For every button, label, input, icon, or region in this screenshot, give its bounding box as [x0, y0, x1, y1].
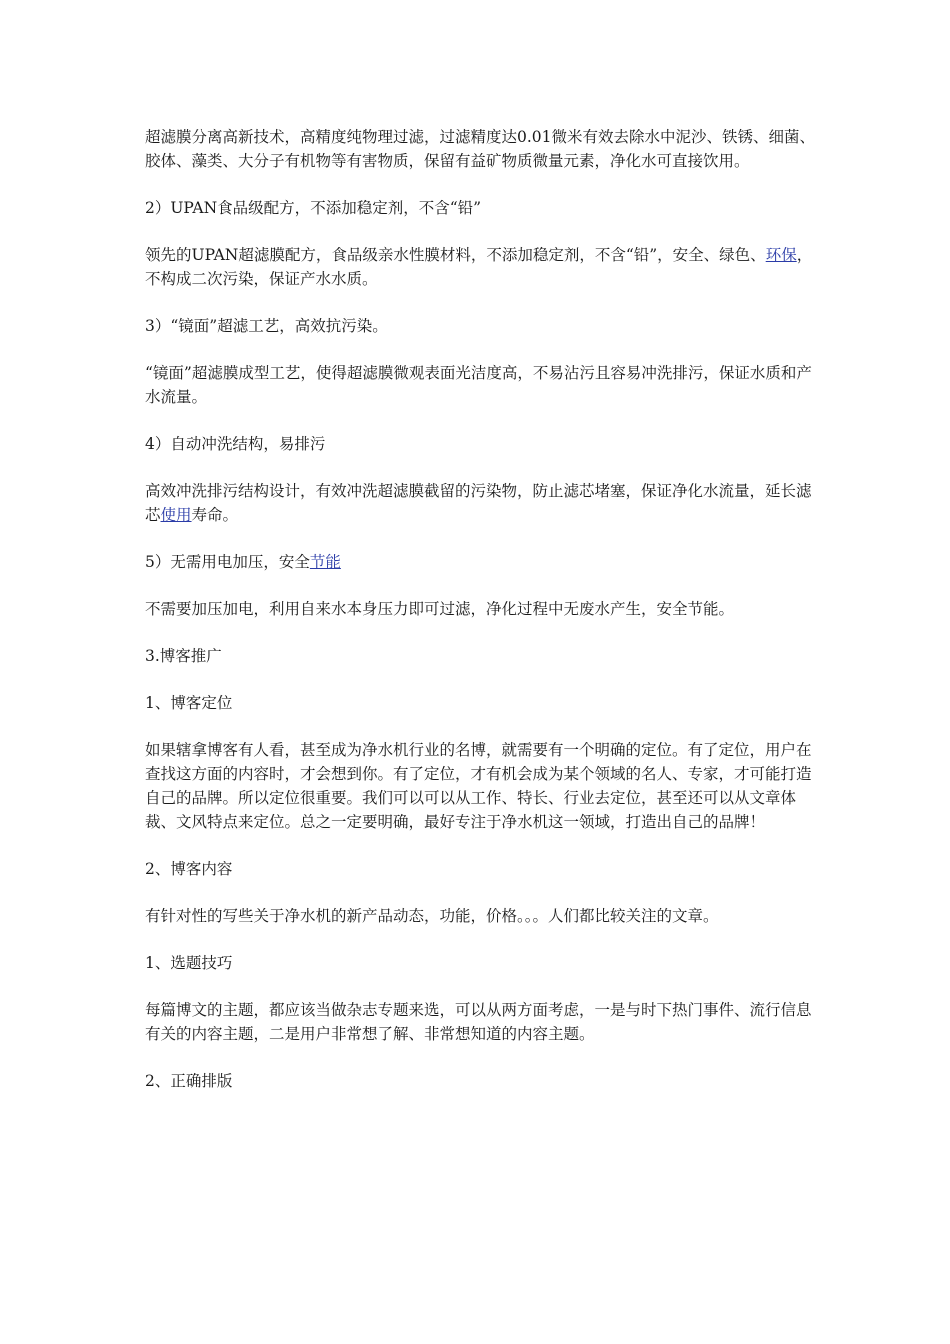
- paragraph-topic-tips: 每篇博文的主题，都应该当做杂志专题来选，可以从两方面考虑，一是与时下热门事件、流行信息有关的内容主题，二是用户非常想了解、非常想知道的内容主题。: [145, 1001, 812, 1043]
- paragraph-uf-tech: 超滤膜分离高新技术，高精度纯物理过滤，过滤精度达0.01微米有效去除水中泥沙、铁锈、细菌、胶体、藻类、大分子有机物等有害物质，保留有益矿物质微量元素，净化水可直接饮用。: [145, 128, 816, 170]
- heading-correct-layout: 2、正确排版: [145, 1072, 233, 1090]
- paragraph-no-power: 不需要加压加电，利用自来水本身压力即可过滤，净化过程中无废水产生，安全节能。: [145, 600, 735, 618]
- paragraph-mirror-process: “镜面”超滤膜成型工艺，使得超滤膜微观表面光洁度高，不易沾污且容易冲洗排污，保证水质和产水流量。: [145, 364, 812, 406]
- paragraph-text: ，不构成二次污染，保证产水水质。: [145, 246, 813, 288]
- paragraph-text: 高效冲洗排污结构设计，有效冲洗超滤膜截留的污染物，防止滤芯堵塞，保证净化水流量，延长滤芯: [145, 482, 812, 524]
- paragraph-upan-formula: [145, 243, 817, 291]
- heading-blog-promotion: 3.博客推广: [145, 647, 222, 665]
- heading-topic-tips: 1、选题技巧: [145, 954, 233, 972]
- document-body: [145, 125, 817, 1116]
- link-jieneng[interactable]: 节能: [309, 553, 341, 571]
- link-huanbao[interactable]: 环保: [765, 246, 797, 264]
- heading-text: 5）无需用电加压，安全: [145, 553, 310, 571]
- heading-no-power: [145, 550, 817, 574]
- heading-blog-positioning: 1、博客定位: [145, 694, 233, 712]
- paragraph-blog-content: 有针对性的写些关于净水机的新产品动态，功能，价格。。。人们都比较关注的文章。: [145, 907, 719, 925]
- paragraph-auto-flush: [145, 479, 817, 527]
- heading-mirror-process: 3）“镜面”超滤工艺，高效抗污染。: [145, 317, 388, 335]
- paragraph-text: 领先的UPAN超滤膜配方，食品级亲水性膜材料，不添加稳定剂，不含“铅”，安全、绿色、: [145, 246, 766, 264]
- heading-auto-flush: 4）自动冲洗结构，易排污: [145, 435, 326, 453]
- heading-blog-content: 2、博客内容: [145, 860, 233, 878]
- paragraph-text: 寿命。: [191, 506, 239, 524]
- heading-upan-formula: 2）UPAN食品级配方，不添加稳定剂，不含“铅”: [145, 199, 482, 217]
- paragraph-blog-positioning: 如果辖拿博客有人看，甚至成为净水机行业的名博，就需要有一个明确的定位。有了定位，用户在查找这方面的内容时，才会想到你。有了定位，才有机会成为某个领域的名人、专家，才可能打造自己的品牌。所以定位很重要。我们可以可以从工作、特长、行业去定位，甚至还可以从文章体裁、文风特点来定位。总之一定要明确，最好专注于净水机这一领域，打造出自己的品牌！: [145, 741, 812, 831]
- link-shiyong[interactable]: 使用: [160, 506, 192, 524]
